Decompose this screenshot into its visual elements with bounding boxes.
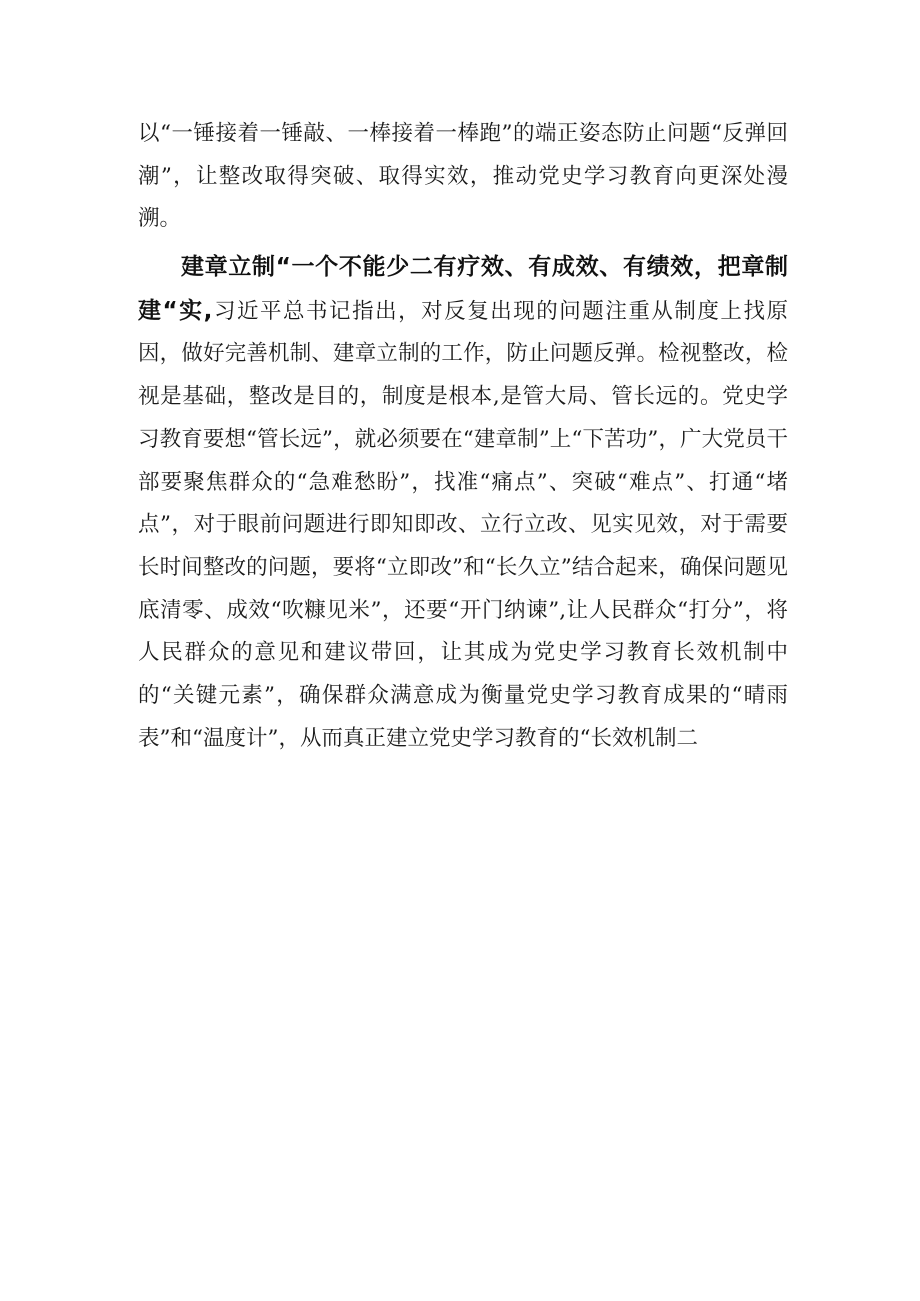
paragraph-2-body: 习近平总书记指出，对反复出现的问题注重从制度上找原因，做好完善机制、建章立制的工作，防止问题反弹。检视整改，检视是基础，整改是目的，制度是根本,是管大局、管长远的。党史学习教育要想“管长远”，就必须要在“建章制”上“下苦功”，广大党员干部要聚焦群众的“急难愁盼”，找准“痛点”、突破“难点”、打通“堵点”，对于眼前问题进行即知即改、立行立改、见实见效，对于需要长时间整改的问题，要将“立即改”和“长久立”结合起来，确保问题见底清零、成效“吹糠见米”，还要“开门纳谏”,让人民群众“打分”，将人民群众的意见和建议带回，让其成为党史学习教育长效机制中的“关键元素”，确保群众满意成为衡量党史学习教育成果的“晴雨表”和“温度计”，从而真正建立党史学习教育的“长效机制二 [138, 298, 789, 751]
paragraph-2 [138, 246, 788, 760]
paragraph-1: 以“一锤接着一锤敲、一棒接着一棒跑”的端正姿态防止问题“反弹回潮”，让整改取得突破、取得实效，推动党史学习教育向更深处漫溯。 [138, 121, 788, 232]
paragraph-2-heading: 建章立制“一个不能少二有疗效、有成效、有绩效，把章制建“实, [138, 254, 788, 324]
